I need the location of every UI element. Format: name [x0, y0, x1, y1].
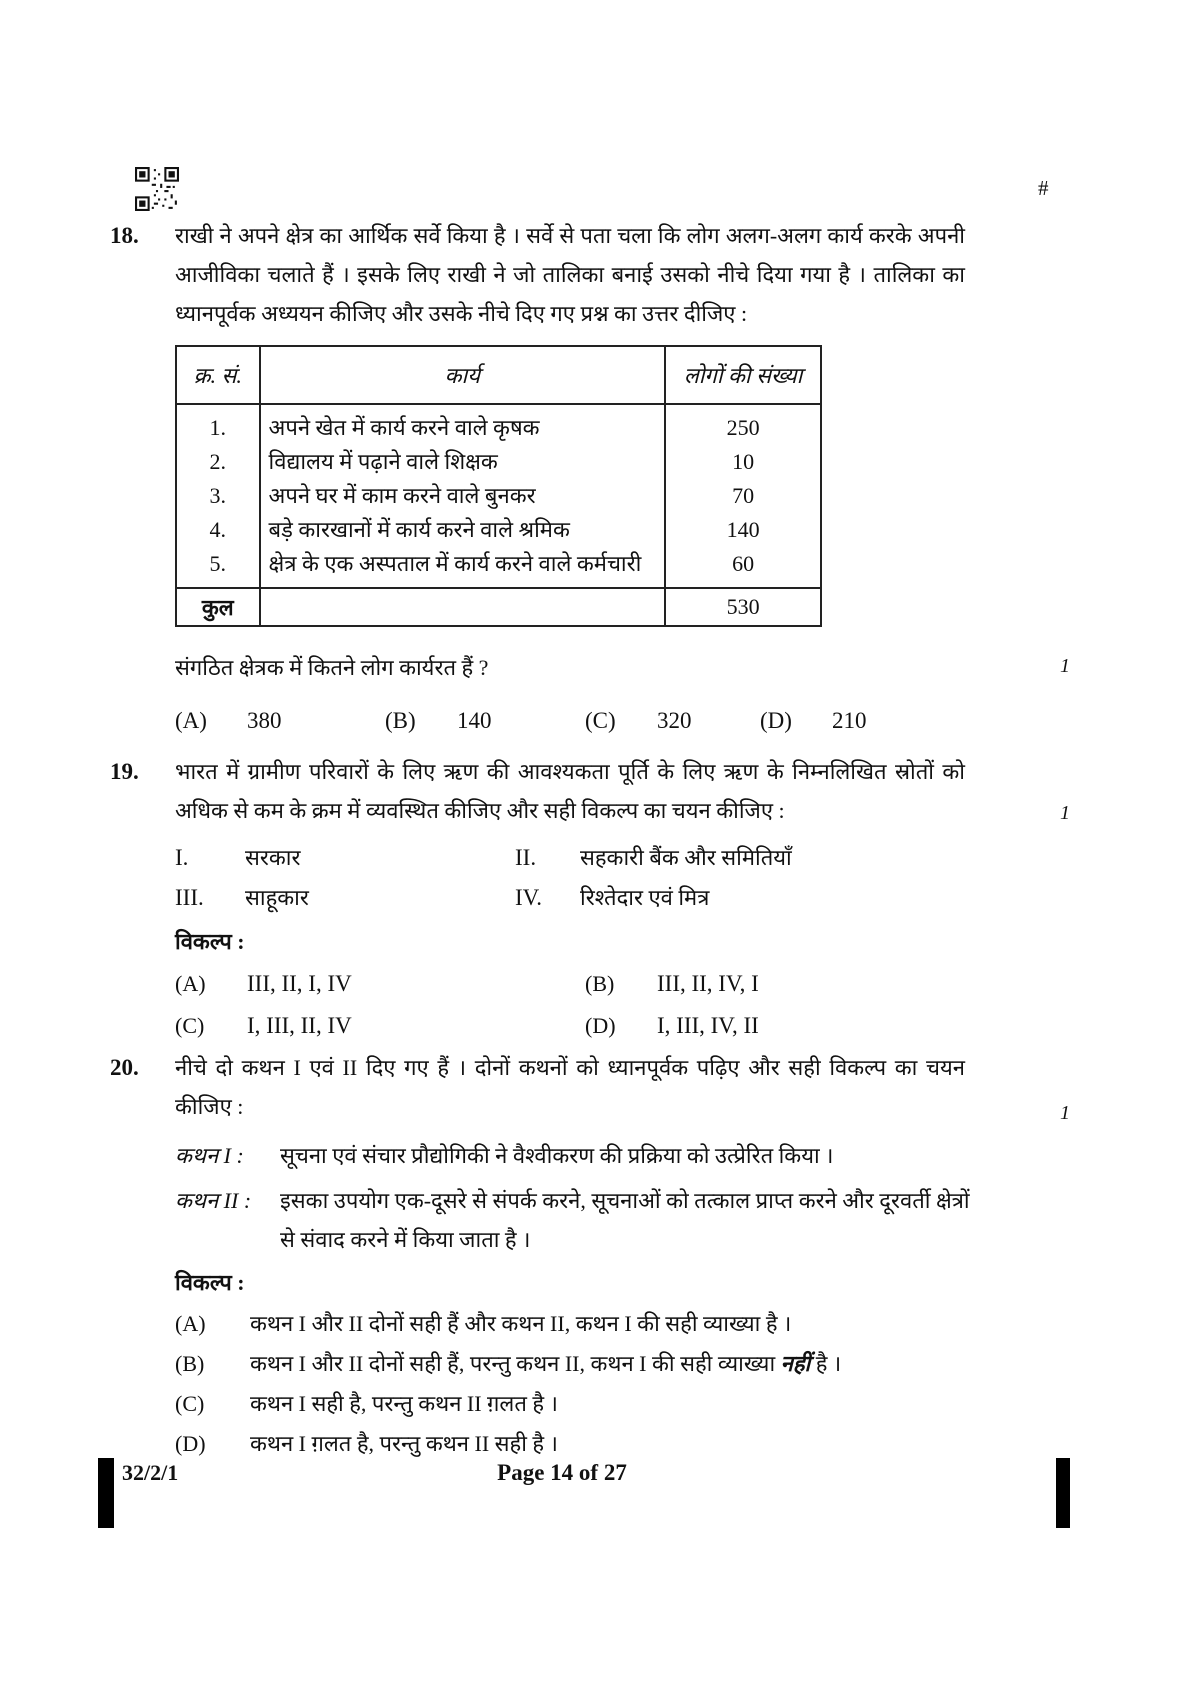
survey-table	[175, 345, 822, 627]
question-19	[110, 752, 1070, 1047]
option-d-value: 210	[832, 708, 867, 733]
option-b-text-post: है ।	[810, 1351, 842, 1376]
question-18-number: 18.	[110, 223, 139, 248]
option-b-text-emphasis: नहीं	[780, 1351, 811, 1376]
question-18-options	[175, 701, 1070, 741]
header-work: कार्य	[260, 346, 666, 404]
options-heading: विकल्प :	[175, 1270, 245, 1295]
page-indicator: Page 14 of 27	[497, 1460, 627, 1485]
total-label: कुल	[176, 588, 260, 626]
option-a-label: (A)	[175, 708, 207, 733]
cell-work: अपने घर में काम करने वाले बुनकर	[260, 479, 666, 513]
table-row	[176, 445, 821, 479]
statement-2-label: कथन II :	[175, 1188, 252, 1213]
option-b	[385, 701, 492, 741]
source-4-numeral: IV.	[515, 885, 543, 910]
option-c	[175, 1384, 1070, 1424]
option-d	[585, 1005, 759, 1047]
table-header-row	[176, 346, 821, 404]
marks-q18: 1	[1060, 655, 1070, 677]
header-people-count: लोगों की संख्या	[665, 346, 821, 404]
table-total-row	[176, 588, 821, 626]
option-c	[175, 1005, 352, 1047]
option-c-label: (C)	[175, 1013, 205, 1038]
cell-sno: 3.	[176, 479, 260, 513]
option-d	[760, 701, 867, 741]
option-a-value: 380	[247, 708, 282, 733]
option-b-value: III, II, IV, I	[657, 971, 759, 996]
total-empty-cell	[260, 588, 666, 626]
option-a	[175, 701, 282, 741]
statement-1-text: सूचना एवं संचार प्रौद्योगिकी ने वैश्वीकरण की प्रक्रिया को उत्प्रेरित किया ।	[280, 1143, 834, 1168]
option-b-label: (B)	[175, 1351, 205, 1376]
question-20-intro: नीचे दो कथन I एवं II दिए गए हैं । दोनों कथनों को ध्यानपूर्वक पढ़िए और सही विकल्प का चयन कीजिए :	[175, 1055, 965, 1119]
cell-sno: 5.	[176, 547, 260, 588]
question-20-options	[175, 1304, 1070, 1464]
statement-2	[175, 1181, 1070, 1259]
source-item-4	[515, 878, 709, 918]
question-19-options	[175, 963, 1070, 1047]
cell-work: विद्यालय में पढ़ाने वाले शिक्षक	[260, 445, 666, 479]
source-3-text: साहूकार	[245, 885, 309, 910]
option-c-text: कथन I सही है, परन्तु कथन II ग़लत है ।	[250, 1391, 558, 1416]
total-value: 530	[665, 588, 821, 626]
footer-right-bar	[1056, 1458, 1070, 1528]
cell-count: 60	[665, 547, 821, 588]
option-a-label: (A)	[175, 971, 206, 996]
cell-work: अपने खेत में कार्य करने वाले कृषक	[260, 404, 666, 445]
source-1-text: सरकार	[245, 845, 301, 870]
question-19-intro: भारत में ग्रामीण परिवारों के लिए ऋण की आवश्यकता पूर्ति के लिए ऋण के निम्नलिखित स्रोतों को अधिक से कम के क्रम में व्यवस्थित कीजिए और सही विकल्प का चयन कीजिए :	[175, 759, 965, 823]
option-a-text: कथन I और II दोनों सही हैं और कथन II, कथन I की सही व्याख्या है ।	[250, 1311, 792, 1336]
option-a	[175, 963, 352, 1005]
marks-q20: 1	[1060, 1102, 1070, 1124]
table-row	[176, 513, 821, 547]
source-item-1	[175, 838, 300, 878]
option-a	[175, 1304, 1070, 1344]
option-d-value: I, III, IV, II	[657, 1013, 759, 1038]
option-b-label: (B)	[385, 708, 416, 733]
cell-work: बड़े कारखानों में कार्य करने वाले श्रमिक	[260, 513, 666, 547]
option-a-value: III, II, I, IV	[247, 971, 352, 996]
source-1-numeral: I.	[175, 845, 189, 870]
hash-mark: #	[1038, 176, 1049, 200]
option-c	[585, 701, 692, 741]
option-c-value: 320	[657, 708, 692, 733]
option-d-text: कथन I ग़लत है, परन्तु कथन II सही है ।	[250, 1431, 558, 1456]
option-b-label: (B)	[585, 971, 615, 996]
option-d-label: (D)	[585, 1013, 616, 1038]
source-2-text: सहकारी बैंक और समितियाँ	[580, 845, 792, 870]
header-serial: क्र. सं.	[176, 346, 260, 404]
option-c-value: I, III, II, IV	[247, 1013, 352, 1038]
option-b-value: 140	[457, 708, 492, 733]
marks-q19: 1	[1060, 802, 1070, 824]
source-2-numeral: II.	[515, 845, 537, 870]
qr-code-icon	[135, 166, 179, 212]
option-c-label: (C)	[175, 1391, 205, 1416]
question-20	[110, 1048, 1070, 1464]
option-b-text-pre: कथन I और II दोनों सही हैं, परन्तु कथन II, कथन I की सही व्याख्या	[250, 1351, 781, 1376]
question-19-number: 19.	[110, 759, 139, 784]
cell-sno: 2.	[176, 445, 260, 479]
cell-work: क्षेत्र के एक अस्पताल में कार्य करने वाले कर्मचारी	[260, 547, 666, 588]
question-20-number: 20.	[110, 1055, 139, 1080]
cell-sno: 4.	[176, 513, 260, 547]
option-b	[175, 1344, 1070, 1384]
cell-count: 10	[665, 445, 821, 479]
option-b	[585, 963, 759, 1005]
question-18-text: संगठित क्षेत्रक में कितने लोग कार्यरत हैं ?	[175, 655, 489, 680]
statement-1	[175, 1136, 1070, 1175]
paper-code: 32/2/1	[122, 1460, 179, 1485]
source-4-text: रिश्तेदार एवं मित्र	[580, 885, 710, 910]
cell-count: 140	[665, 513, 821, 547]
source-item-2	[515, 838, 792, 878]
option-b-text	[250, 1344, 1070, 1384]
page-footer	[0, 1458, 1190, 1533]
cell-count: 70	[665, 479, 821, 513]
table-row	[176, 479, 821, 513]
credit-sources-list	[175, 838, 1070, 918]
source-item-3	[175, 878, 309, 918]
option-d-label: (D)	[760, 708, 792, 733]
question-18-intro: राखी ने अपने क्षेत्र का आर्थिक सर्वे किया है । सर्वे से पता चला कि लोग अलग-अलग कार्य करके अपनी आजीविका चलाते हैं । इसके लिए राखी ने जो तालिका बनाई उसको नीचे दिया गया है । तालिका का ध्यानपूर्वक अध्ययन कीजिए और उसके नीचे दिए गए प्रश्न का उत्तर दीजिए :	[175, 223, 965, 326]
cell-count: 250	[665, 404, 821, 445]
table-row	[176, 547, 821, 588]
table-row	[176, 404, 821, 445]
option-d-label: (D)	[175, 1431, 206, 1456]
option-a-label: (A)	[175, 1311, 206, 1336]
options-heading: विकल्प :	[175, 929, 245, 954]
statement-2-text: इसका उपयोग एक-दूसरे से संपर्क करने, सूचनाओं को तत्काल प्राप्त करने और दूरवर्ती क्षेत्रों से संवाद करने में किया जाता है ।	[280, 1188, 970, 1252]
question-18	[110, 216, 1070, 741]
statement-1-label: कथन I :	[175, 1143, 244, 1168]
option-c-label: (C)	[585, 708, 616, 733]
cell-sno: 1.	[176, 404, 260, 445]
source-3-numeral: III.	[175, 885, 204, 910]
